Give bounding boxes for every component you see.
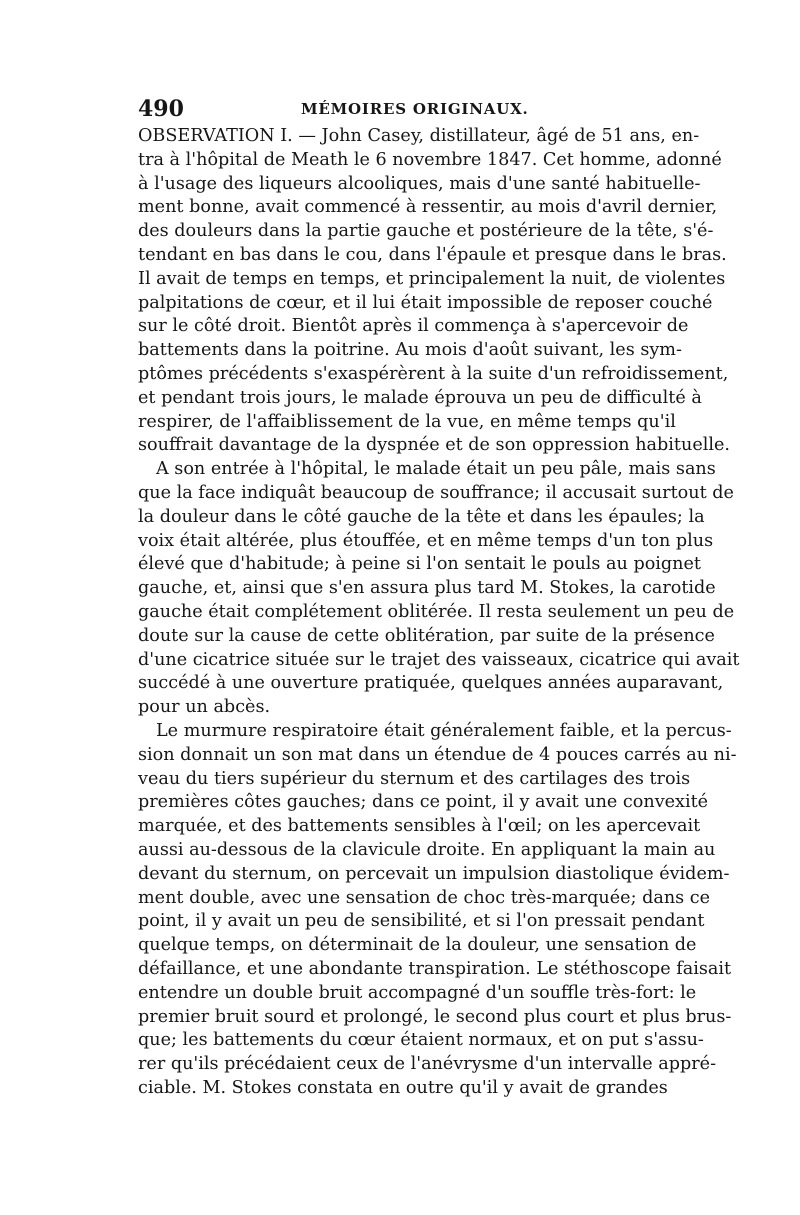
text-line: d'une cicatrice située sur le trajet des vaisseaux, cicatrice qui avait xyxy=(138,650,740,670)
text-line: Il avait de temps en temps, et principalement la nuit, de violentes xyxy=(138,269,726,289)
text-line: A son entrée à l'hôpital, le malade était un peu pâle, mais sans xyxy=(156,459,716,479)
text-line: gauche, et, ainsi que s'en assura plus tard M. Stokes, la carotide xyxy=(138,578,716,598)
text-line: gauche était complétement oblitérée. Il resta seulement un peu de xyxy=(138,602,735,622)
text-line: tra à l'hôpital de Meath le 6 novembre 1847. Cet homme, adonné xyxy=(138,150,722,170)
text-line: ment bonne, avait commencé à ressentir, au mois d'avril dernier, xyxy=(138,197,718,217)
text-line: la douleur dans le côté gauche de la tête et dans les épaules; la xyxy=(138,507,705,527)
text-line: marquée, et des battements sensibles à l'œil; on les apercevait xyxy=(138,816,701,836)
text-line: doute sur la cause de cette oblitération, par suite de la présence xyxy=(138,626,715,646)
text-line: devant du sternum, on percevait un impulsion diastolique évidem- xyxy=(138,864,730,884)
text-line: OBSERVATION I. — John Casey, distillateur, âgé de 51 ans, en- xyxy=(138,126,700,146)
text-line: veau du tiers supérieur du sternum et des cartilages des trois xyxy=(138,769,691,789)
text-line: sion donnait un son mat dans un étendue de 4 pouces carrés au ni- xyxy=(138,745,737,765)
text-line: ment double, avec une sensation de choc très-marquée; dans ce xyxy=(138,888,711,908)
text-line: à l'usage des liqueurs alcooliques, mais d'une santé habituelle- xyxy=(138,174,701,194)
text-line: rer qu'ils précédaient ceux de l'anévrysme d'un intervalle appré- xyxy=(138,1054,717,1074)
text-line: point, il y avait un peu de sensibilité, et si l'on pressait pendant xyxy=(138,911,705,931)
text-line: pour un abcès. xyxy=(138,697,271,717)
text-line: entendre un double bruit accompagné d'un souffle très-fort: le xyxy=(138,983,697,1003)
text-line: tendant en bas dans le cou, dans l'épaule et presque dans le bras. xyxy=(138,245,727,265)
text-line: quelque temps, on déterminait de la douleur, une sensation de xyxy=(138,935,697,955)
text-line: des douleurs dans la partie gauche et postérieure de la tête, s'é- xyxy=(138,221,714,241)
text-line: ciable. M. Stokes constata en outre qu'il y avait de grandes xyxy=(138,1078,668,1098)
text-line: défaillance, et une abondante transpiration. Le stéthoscope faisait xyxy=(138,959,732,979)
text-line: élevé que d'habitude; à peine si l'on sentait le pouls au poignet xyxy=(138,554,701,574)
text-line: succédé à une ouverture pratiquée, quelques années auparavant, xyxy=(138,673,724,693)
running-head: MÉMOIRES ORIGINAUX. xyxy=(301,100,529,118)
text-line: que la face indiquât beaucoup de souffrance; il accusait surtout de xyxy=(138,483,734,503)
text-line: ptômes précédents s'exaspérèrent à la suite d'un refroidissement, xyxy=(138,364,729,384)
text-line: et pendant trois jours, le malade éprouva un peu de difficulté à xyxy=(138,388,702,408)
page-header xyxy=(138,92,668,122)
text-line: battements dans la poitrine. Au mois d'août suivant, les sym- xyxy=(138,340,682,360)
text-line: premier bruit sourd et prolongé, le second plus court et plus brus- xyxy=(138,1007,732,1027)
text-line: aussi au-dessous de la clavicule droite. En appliquant la main au xyxy=(138,840,716,860)
text-line: sur le côté droit. Bientôt après il commença à s'apercevoir de xyxy=(138,316,689,336)
text-line: respirer, de l'affaiblissement de la vue, en même temps qu'il xyxy=(138,412,676,432)
text-line: que; les battements du cœur étaient normaux, et on put s'assu- xyxy=(138,1030,704,1050)
text-line: premières côtes gauches; dans ce point, il y avait une convexité xyxy=(138,792,709,812)
text-line: voix était altérée, plus étouffée, et en même temps d'un ton plus xyxy=(138,531,714,551)
text-line: palpitations de cœur, et il lui était impossible de reposer couché xyxy=(138,293,713,313)
text-line: souffrait davantage de la dyspnée et de son oppression habituelle. xyxy=(138,435,731,455)
text-line: Le murmure respiratoire était généralement faible, et la percus- xyxy=(156,721,732,741)
page-number: 490 xyxy=(138,96,184,122)
